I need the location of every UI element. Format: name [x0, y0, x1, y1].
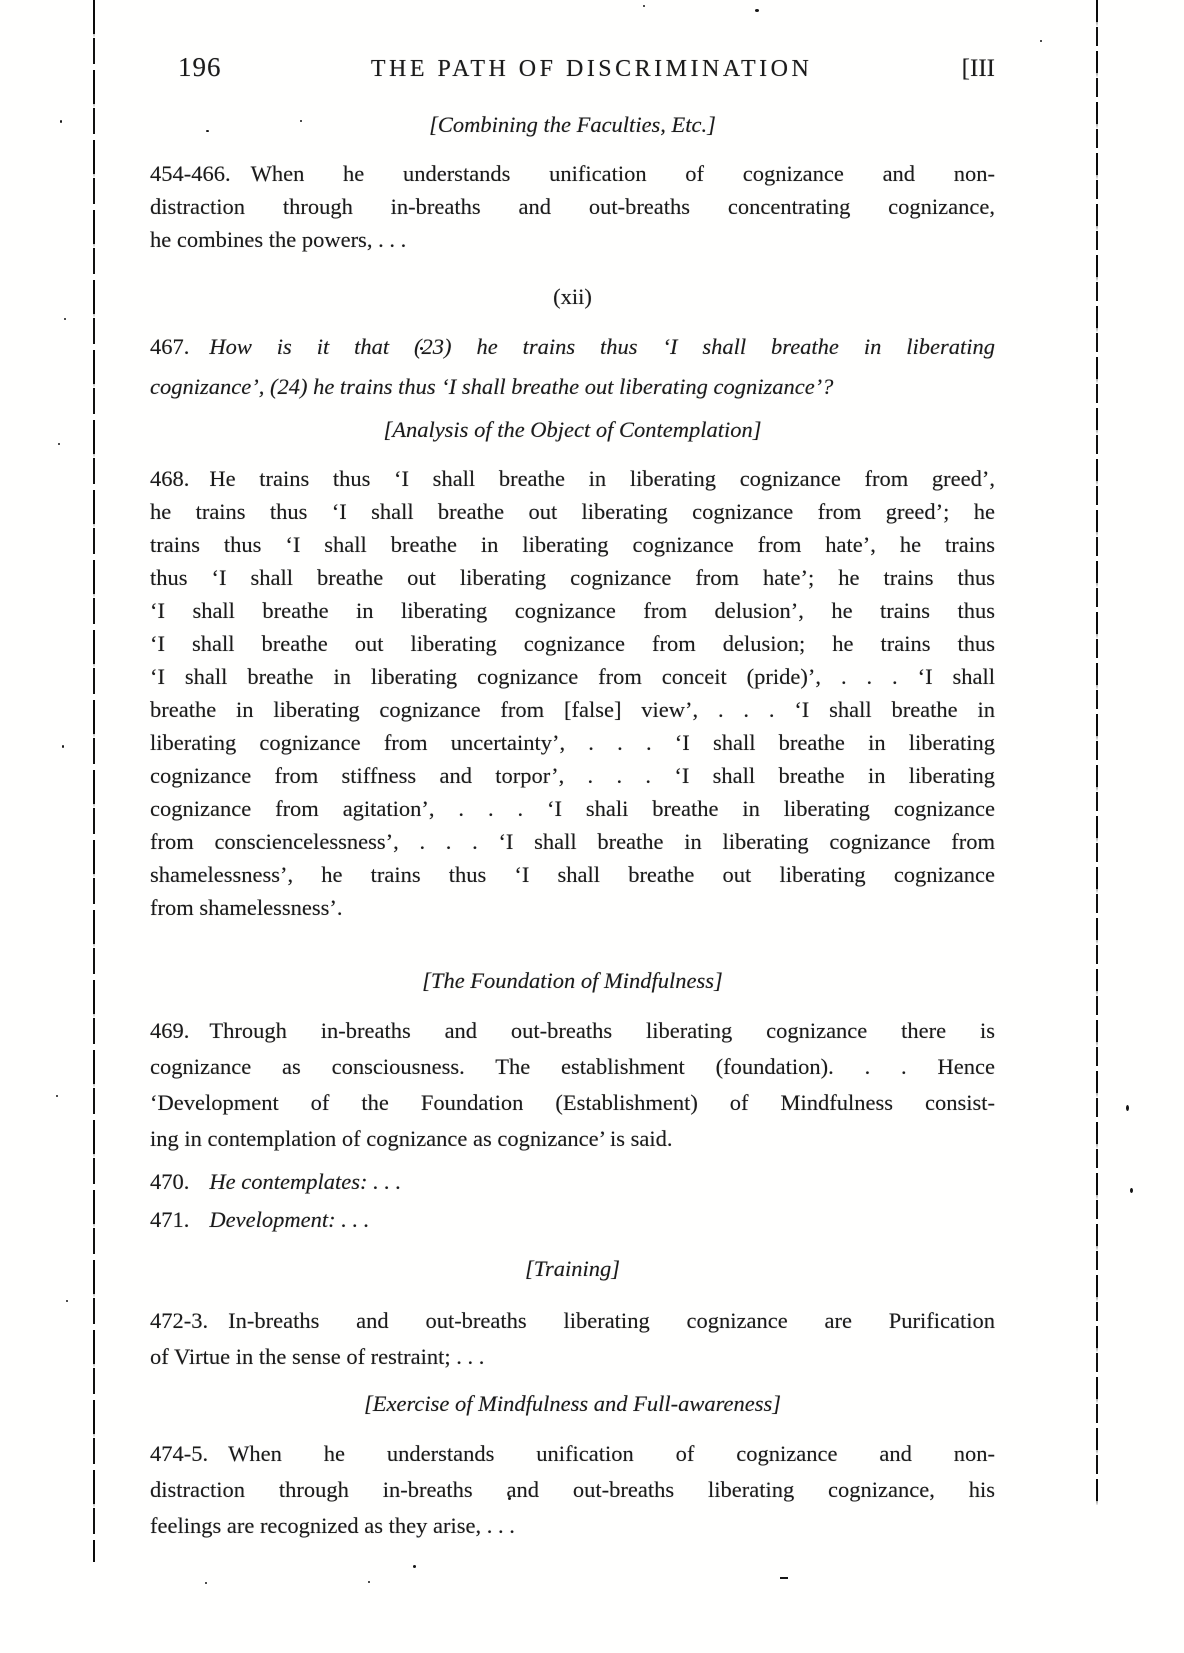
scan-speck	[64, 318, 66, 320]
paragraph-number: 454-466.	[150, 161, 231, 186]
text-segment: When he understands unification of cognizance and non-	[250, 161, 995, 186]
text-line: distraction through in-breaths and out-breaths liberating cognizance, his	[150, 1477, 995, 1502]
text-segment: He trains thus ‘I shall breathe in liberating cognizance from greed’,	[209, 466, 995, 491]
paragraph	[150, 1436, 995, 1544]
page-title: THE PATH OF DISCRIMINATION	[370, 56, 813, 82]
scan-speck	[755, 9, 759, 12]
paragraph-number: 467.	[150, 334, 190, 359]
scan-speck	[62, 745, 64, 748]
text-line: of Virtue in the sense of restraint; . . .	[150, 1344, 485, 1369]
text-line: ‘I shall breathe out liberating cognizance from delusion; he trains thus	[150, 631, 995, 656]
paragraph-number: 470.	[150, 1169, 190, 1194]
text-line: thus ‘I shall breathe out liberating cognizance from hate’; he trains thus	[150, 565, 995, 590]
scan-speck	[1040, 40, 1042, 42]
text-line: distraction through in-breaths and out-breaths concentrating cognizance,	[150, 194, 995, 219]
scan-speck	[413, 1565, 416, 1568]
text-line	[150, 1165, 995, 1198]
text-segment: When he understands unification of cognizance and non-	[228, 1441, 995, 1466]
section-heading: [Training]	[524, 1256, 621, 1281]
paragraph	[150, 1203, 995, 1236]
text-line: ‘I shall breathe in liberating cognizance from conceit (pride)’, . . . ‘I shall	[150, 664, 995, 689]
text-line: from shamelessness’.	[150, 895, 343, 920]
paragraph-number: 468.	[150, 466, 190, 491]
paragraph	[150, 1013, 995, 1157]
text-line: ing in contemplation of cognizance as cognizance’ is said.	[150, 1126, 673, 1151]
scan-edge-line-left	[93, 0, 95, 1562]
text-line: cognizance from stiffness and torpor’, . . . ‘I shall breathe in liberating	[150, 763, 995, 788]
text-line: from consciencelessness’, . . . ‘I shall breathe in liberating cognizance from	[150, 829, 995, 854]
section-heading: [Analysis of the Object of Contemplation]	[383, 417, 762, 442]
scan-speck	[643, 5, 645, 7]
paragraph-number: 469.	[150, 1018, 190, 1043]
text-line: shamelessness’, he trains thus ‘I shall breathe out liberating cognizance	[150, 862, 995, 887]
section-numeral: (xii)	[553, 284, 592, 309]
paragraph-number: 471.	[150, 1207, 190, 1232]
scan-speck	[58, 443, 60, 445]
text-line	[150, 157, 995, 190]
section-heading: [The Foundation of Mindfulness]	[422, 968, 723, 993]
paragraph-number: 474-5.	[150, 1441, 209, 1466]
scan-speck	[1126, 1105, 1129, 1111]
text-line: liberating cognizance from uncertainty’, . . . ‘I shall breathe in liberating	[150, 730, 995, 755]
text-line	[150, 1013, 995, 1049]
page-body	[150, 108, 995, 1544]
text-line: cognizance from agitation’, . . . ‘I shali breathe in liberating cognizance	[150, 796, 995, 821]
paragraph-number: 472-3.	[150, 1308, 209, 1333]
scan-speck	[56, 1095, 58, 1097]
text-line: he trains thus ‘I shall breathe out liberating cognizance from greed’; he	[150, 499, 995, 524]
volume-reference: [III	[961, 55, 995, 82]
text-line: feelings are recognized as they arise, . . .	[150, 1513, 515, 1538]
scan-speck	[205, 1582, 207, 1584]
scan-speck	[780, 1577, 788, 1579]
scan-speck	[368, 1581, 370, 1583]
scan-speck	[60, 120, 62, 123]
text-segment: In-breaths and out-breaths liberating cognizance are Purification	[228, 1308, 995, 1333]
paragraph	[150, 1303, 995, 1375]
section-heading: [Combining the Faculties, Etc.]	[429, 112, 716, 137]
paragraph	[150, 327, 995, 407]
paragraph	[150, 1165, 995, 1198]
text-line	[150, 1203, 995, 1236]
scan-speck	[66, 1300, 68, 1302]
paragraph	[150, 157, 995, 256]
text-line	[150, 1436, 995, 1472]
text-line: cognizance as consciousness. The establishment (foundation). . . Hence	[150, 1054, 995, 1079]
text-line: ‘Development of the Foundation (Establishment) of Mindfulness consist-	[150, 1090, 995, 1115]
page-header	[150, 52, 995, 83]
scan-speck	[1130, 1188, 1133, 1193]
text-segment: He contemplates: . . .	[209, 1169, 402, 1194]
text-line: he combines the powers, . . .	[150, 227, 407, 252]
text-line: breathe in liberating cognizance from [false] view’, . . . ‘I shall breathe in	[150, 697, 995, 722]
text-line	[150, 462, 995, 495]
text-segment: Through in-breaths and out-breaths liberating cognizance there is	[209, 1018, 995, 1043]
scan-edge-line-right	[1096, 0, 1098, 1505]
paragraph	[150, 462, 995, 924]
text-line	[150, 1303, 995, 1339]
text-segment: Development: . . .	[209, 1207, 370, 1232]
text-segment: How is it that (23) he trains thus ‘I shall breathe in liberating	[209, 334, 995, 359]
text-line: ‘I shall breathe in liberating cognizance from delusion’, he trains thus	[150, 598, 995, 623]
page-number: 196	[178, 52, 222, 82]
text-line: trains thus ‘I shall breathe in liberating cognizance from hate’, he trains	[150, 532, 995, 557]
text-line	[150, 327, 995, 367]
section-heading: [Exercise of Mindfulness and Full-awareness]	[363, 1391, 782, 1416]
text-line: cognizance’, (24) he trains thus ‘I shall breathe out liberating cognizance’?	[150, 374, 834, 399]
